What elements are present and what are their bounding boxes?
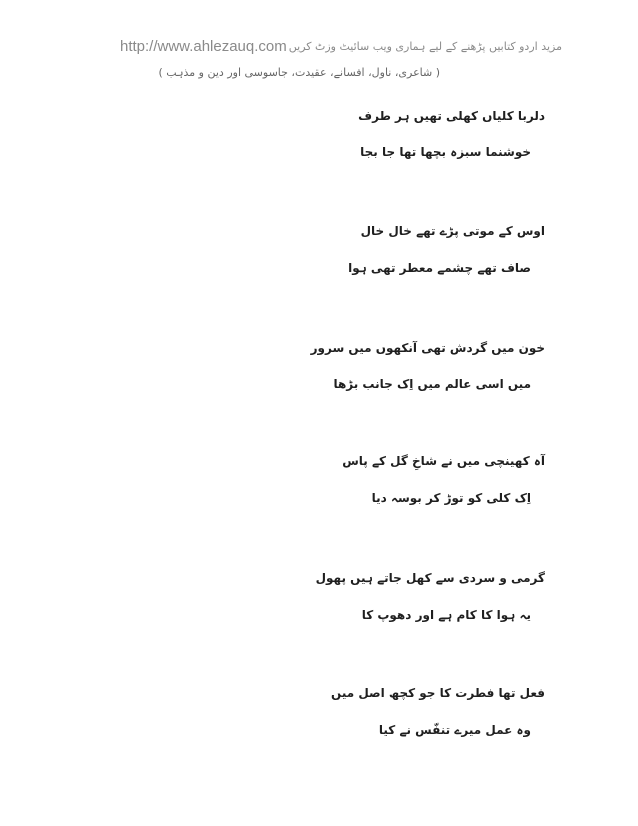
verse-line: وہ عمل میرے تنفّس نے کیا: [378, 723, 531, 737]
verse-line: خوشنما سبزہ بچھا تھا جا بجا: [360, 145, 531, 159]
verse-line: دلربا کلیاں کھلی تھیں ہر طرف: [358, 109, 545, 123]
verse-line: اِک کلی کو توڑ کر بوسہ دیا: [371, 491, 531, 505]
verse-line: آہ کھینچی میں نے شاخِ گل کے پاس: [342, 454, 545, 468]
verse-line: صاف تھے چشمے معطر تھی ہوا: [348, 261, 531, 275]
site-url-link[interactable]: http://www.ahlezauq.com: [120, 37, 287, 55]
verse-line: اوس کے موتی پڑے تھے خال خال: [360, 224, 545, 238]
verse-line: میں اسی عالم میں اِک جانب بڑھا: [333, 377, 531, 391]
header-tagline: مزید اردو کتابیں پڑھنے کے لیے ہماری ویب سائیٹ وزٹ کریں: [288, 39, 562, 53]
header-categories: ( شاعری، ناول، افسانے، عقیدت، جاسوسی اور دین و مذہب ): [158, 66, 440, 79]
verse-line: یہ ہوا کا کام ہے اور دھوپ کا: [361, 608, 531, 622]
verse-line: خون میں گردش تھی آنکھوں میں سرور: [310, 341, 545, 355]
verse-line: فعل تھا فطرت کا جو کچھ اصل میں: [331, 686, 545, 700]
verse-line: گرمی و سردی سے کھل جاتے ہیں پھول: [315, 571, 545, 585]
